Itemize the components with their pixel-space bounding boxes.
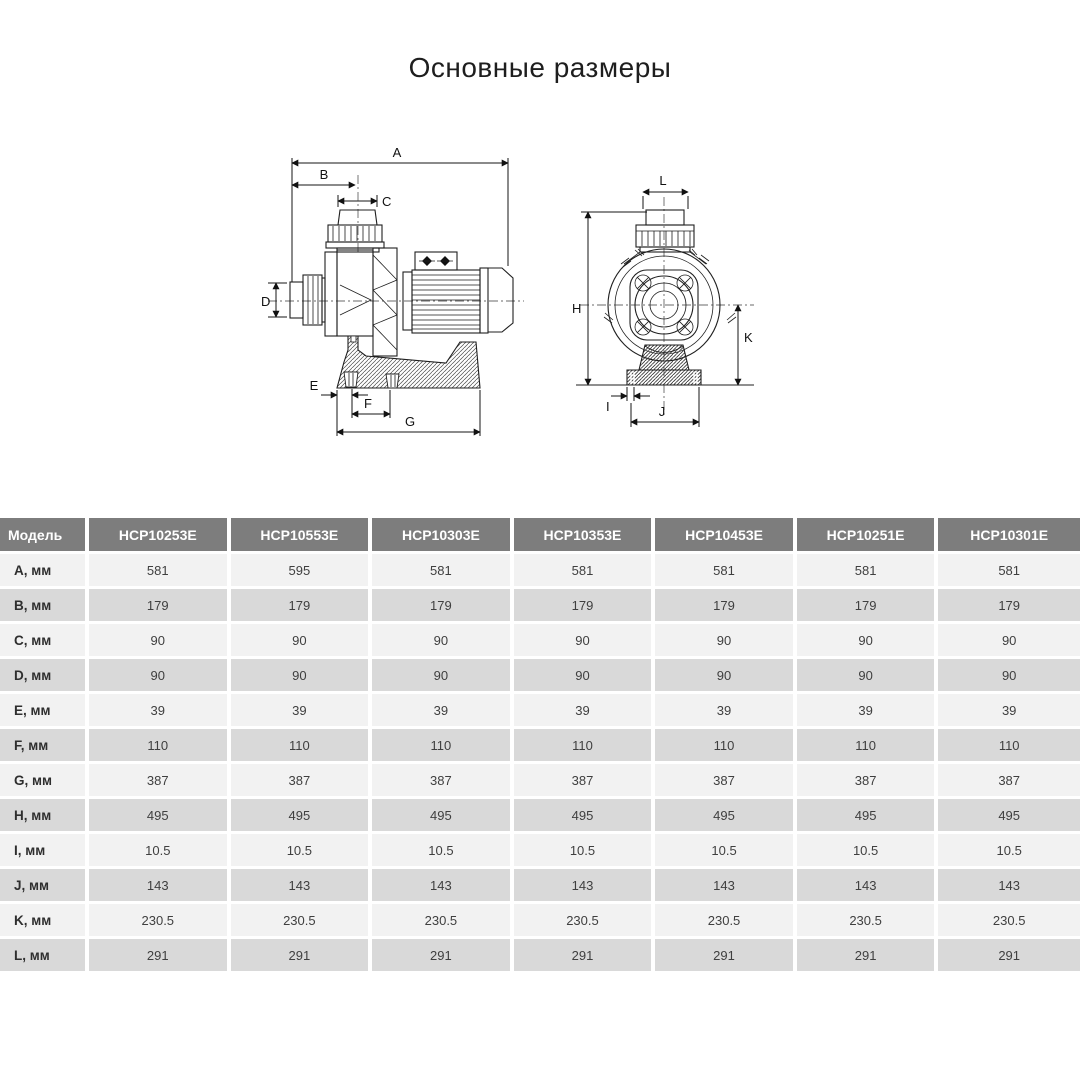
column-header-model-2: HCP10553E [231,518,373,554]
column-header-model: Модель [0,518,89,554]
dimension-value-cell: 10.5 [372,834,514,869]
dimension-value-cell: 10.5 [514,834,656,869]
dim-label-j: J [658,404,666,419]
table-body [0,554,1080,974]
base-notch [351,336,356,342]
dim-label-a: A [392,145,402,160]
dimension-value-cell: 90 [514,624,656,659]
dimension-row-label: I, мм [0,834,89,869]
dimension-value-cell: 387 [938,764,1080,799]
motor-body [412,270,480,333]
tank-basket [340,285,371,315]
dimension-row-label: D, мм [0,659,89,694]
dimension-value-cell: 90 [231,624,373,659]
dimension-row [0,869,1080,904]
dimension-value-cell: 387 [655,764,797,799]
column-header-model-6: HCP10251E [797,518,939,554]
dimension-value-cell: 39 [231,694,373,729]
dimension-value-cell: 90 [89,659,231,694]
dimension-row-label: F, мм [0,729,89,764]
dimension-value-cell: 291 [514,939,656,974]
dimension-value-cell: 230.5 [514,904,656,939]
dimension-row-label: L, мм [0,939,89,974]
dimension-value-cell: 581 [938,554,1080,589]
dimension-value-cell: 179 [372,589,514,624]
dimension-value-cell: 291 [797,939,939,974]
dimension-value-cell: 230.5 [372,904,514,939]
strainer-lid [636,225,694,247]
dimension-value-cell: 110 [938,729,1080,764]
dimension-value-cell: 110 [372,729,514,764]
dimension-row [0,624,1080,659]
lid-ribs [333,226,375,241]
dimension-row [0,659,1080,694]
dimension-value-cell: 90 [797,659,939,694]
dim-label-l: L [659,173,667,188]
dimension-row-label: J, мм [0,869,89,904]
dimension-value-cell: 291 [372,939,514,974]
dimension-value-cell: 39 [938,694,1080,729]
dimension-value-cell: 10.5 [938,834,1080,869]
dim-label-d: D [261,294,271,309]
pump-side-view-drawing [260,140,540,450]
dimension-row-label: C, мм [0,624,89,659]
foot-slot [386,374,399,388]
dimension-value-cell: 90 [938,624,1080,659]
dimension-value-cell: 387 [372,764,514,799]
tank-body [337,250,373,336]
column-header-model-1: HCP10253E [89,518,231,554]
dimension-value-cell: 143 [514,869,656,904]
dimension-value-cell: 291 [655,939,797,974]
dimension-row-label: B, мм [0,589,89,624]
dimension-row [0,939,1080,974]
inlet-pipe [290,282,303,318]
dimension-value-cell: 291 [938,939,1080,974]
dimension-value-cell: 230.5 [655,904,797,939]
dimension-value-cell: 90 [938,659,1080,694]
dimension-row [0,729,1080,764]
column-header-model-3: HCP10303E [372,518,514,554]
dimension-value-cell: 495 [514,799,656,834]
strainer-pipe [646,210,684,225]
dimension-row [0,764,1080,799]
dimension-value-cell: 143 [938,869,1080,904]
dimension-value-cell: 495 [797,799,939,834]
dimension-value-cell: 179 [655,589,797,624]
tank-left-plate [325,252,337,336]
dimension-value-cell: 495 [231,799,373,834]
motor-fins [412,275,480,329]
dimension-value-cell: 39 [655,694,797,729]
lid-lip [326,242,384,248]
dimension-value-cell: 143 [372,869,514,904]
pedestal [627,345,701,385]
dimension-value-cell: 291 [231,939,373,974]
dimension-value-cell: 39 [797,694,939,729]
dimension-value-cell: 230.5 [231,904,373,939]
dim-label-g: G [404,414,416,429]
dimension-value-cell: 110 [655,729,797,764]
dimension-value-cell: 581 [89,554,231,589]
dimension-value-cell: 10.5 [89,834,231,869]
dimension-value-cell: 495 [372,799,514,834]
bracket-struts [373,255,397,350]
pump-front-view-drawing [568,165,780,435]
rim-clip-marks [604,255,736,323]
page-title: Основные размеры [408,52,672,83]
dimension-value-cell: 179 [89,589,231,624]
dimension-value-cell: 90 [655,659,797,694]
inlet-union-nut [303,275,322,325]
dimension-value-cell: 495 [89,799,231,834]
dimension-value-cell: 39 [514,694,656,729]
dimension-row [0,694,1080,729]
dimension-row-label: K, мм [0,904,89,939]
dimension-value-cell: 387 [89,764,231,799]
dim-label-b: B [319,167,329,182]
dimension-value-cell: 387 [797,764,939,799]
dimension-value-cell: 143 [797,869,939,904]
dimension-value-cell: 110 [89,729,231,764]
dimension-value-cell: 90 [797,624,939,659]
inlet-flange [322,278,325,322]
dimension-value-cell: 90 [514,659,656,694]
foot-slot [344,372,358,387]
motor-end-cap [488,268,513,332]
dimension-value-cell: 90 [372,659,514,694]
dimension-value-cell: 143 [89,869,231,904]
dimension-value-cell: 90 [372,624,514,659]
strainer-lid [328,225,382,242]
dimension-value-cell: 90 [89,624,231,659]
dimension-value-cell: 39 [89,694,231,729]
dimension-value-cell: 495 [655,799,797,834]
dimension-value-cell: 10.5 [231,834,373,869]
dim-label-k: K [744,330,753,345]
dim-label-c: C [382,194,392,209]
dimension-value-cell: 581 [514,554,656,589]
dimension-value-cell: 39 [372,694,514,729]
dimension-value-cell: 143 [231,869,373,904]
dimension-value-cell: 581 [655,554,797,589]
pump-base [337,336,480,388]
dimension-value-cell: 291 [89,939,231,974]
dimensions-table [0,518,1080,974]
dimension-value-cell: 110 [797,729,939,764]
table-header-row [0,518,1080,554]
dimension-row-label: G, мм [0,764,89,799]
dim-label-i: I [606,399,610,414]
dimension-row [0,554,1080,589]
dimension-value-cell: 110 [514,729,656,764]
dimension-value-cell: 90 [655,624,797,659]
dimension-value-cell: 595 [231,554,373,589]
dimension-value-cell: 387 [231,764,373,799]
dimension-row-label: E, мм [0,694,89,729]
dimension-row [0,799,1080,834]
dimension-value-cell: 495 [938,799,1080,834]
motor-band [480,268,488,333]
dimension-value-cell: 179 [938,589,1080,624]
dimension-value-cell: 581 [797,554,939,589]
dimension-value-cell: 179 [514,589,656,624]
dimension-value-cell: 143 [655,869,797,904]
dimension-value-cell: 230.5 [797,904,939,939]
dim-label-h: H [572,301,582,316]
dimension-value-cell: 387 [514,764,656,799]
dimension-value-cell: 179 [231,589,373,624]
dim-label-e: E [309,378,319,393]
strainer-pipe [338,210,377,225]
column-header-model-5: HCP10453E [655,518,797,554]
union-nut-ribs [308,276,318,324]
dimension-row [0,589,1080,624]
column-header-model-4: HCP10353E [514,518,656,554]
dimension-row-label: A, мм [0,554,89,589]
dimension-value-cell: 10.5 [655,834,797,869]
dimension-value-cell: 179 [797,589,939,624]
dimension-value-cell: 110 [231,729,373,764]
dim-label-f: F [364,396,372,411]
dimension-value-cell: 90 [231,659,373,694]
dimension-value-cell: 581 [372,554,514,589]
column-header-model-7: HCP10301E [938,518,1080,554]
dimension-value-cell: 230.5 [938,904,1080,939]
dimension-row-label: H, мм [0,799,89,834]
dimension-row [0,834,1080,869]
lid-ribs [642,231,690,246]
dimension-value-cell: 230.5 [89,904,231,939]
dimension-value-cell: 10.5 [797,834,939,869]
dimension-row [0,904,1080,939]
